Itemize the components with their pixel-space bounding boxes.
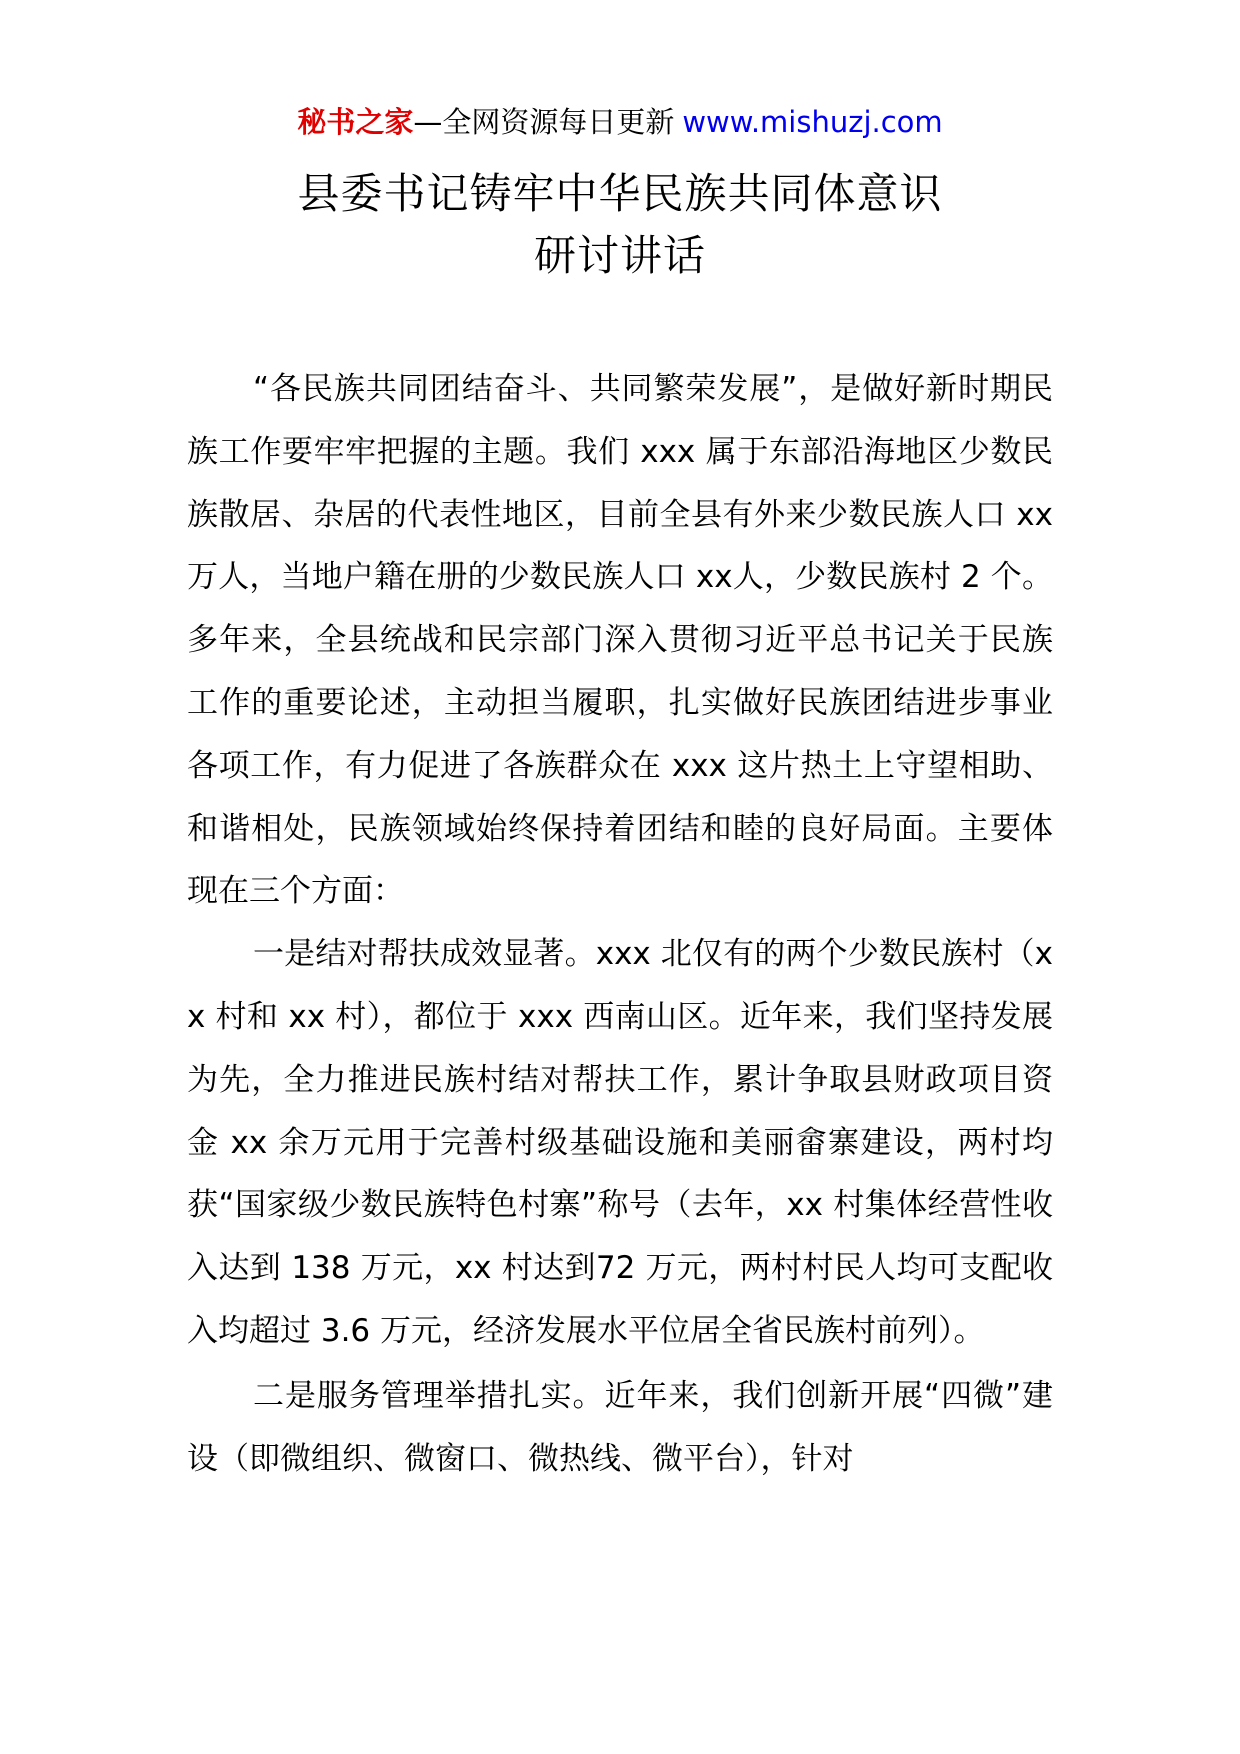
paragraph-point-two: 二是服务管理举措扎实。近年来，我们创新开展“四微”建设（即微组织、微窗口、微热线、微平台），针对 — [187, 1377, 1053, 1477]
paragraph-point-one: 一是结对帮扶成效显著。xxx 北仅有的两个少数民族村（xx 村和 xx 村），都位于 xxx 西南山区。近年来，我们坚持发展为先，全力推进民族村结对帮扶工作，累计争取县财政项目资金 xx 余万元用于完善村级基础设施和美丽畲寨建设，两村均获“国家级少数民族特色村寨”称号（去年，xx 村集体经营性收入达到 138 万元，xx 村达到72 万元，两村村民人均可支配收入均超过 3.6 万元，经济发展水平位居全省民族村前列）。 — [187, 936, 1053, 1349]
paragraph-intro: “各民族共同团结奋斗、共同繁荣发展”，是做好新时期民族工作要牢牢把握的主题。我们 xxx 属于东部沿海地区少数民族散居、杂居的代表性地区，目前全县有外来少数民族人口 xx 万人，当地户籍在册的少数民族人口 xx人，少数民族村 2 个。多年来，全县统战和民宗部门深入贯彻习近平总书记关于民族工作的重要论述，主动担当履职，扎实做好民族团结进步事业各项工作，有力促进了各族群众在 xxx 这片热土上守望相助、和谐相处，民族领域始终保持着团结和睦的良好局面。主要体现在三个方面： — [187, 371, 1053, 910]
site-url-link[interactable]: www.mishuzj.com — [682, 105, 943, 139]
site-header — [0, 102, 1240, 142]
document-title — [0, 163, 1240, 287]
brand-tagline: —全网资源每日更新 — [413, 105, 675, 139]
title-line-2: 研讨讲话 — [533, 231, 706, 280]
title-line-1: 县委书记铸牢中华民族共同体意识 — [297, 169, 943, 218]
brand-name: 秘书之家 — [297, 105, 414, 139]
document-body — [187, 358, 1053, 1490]
